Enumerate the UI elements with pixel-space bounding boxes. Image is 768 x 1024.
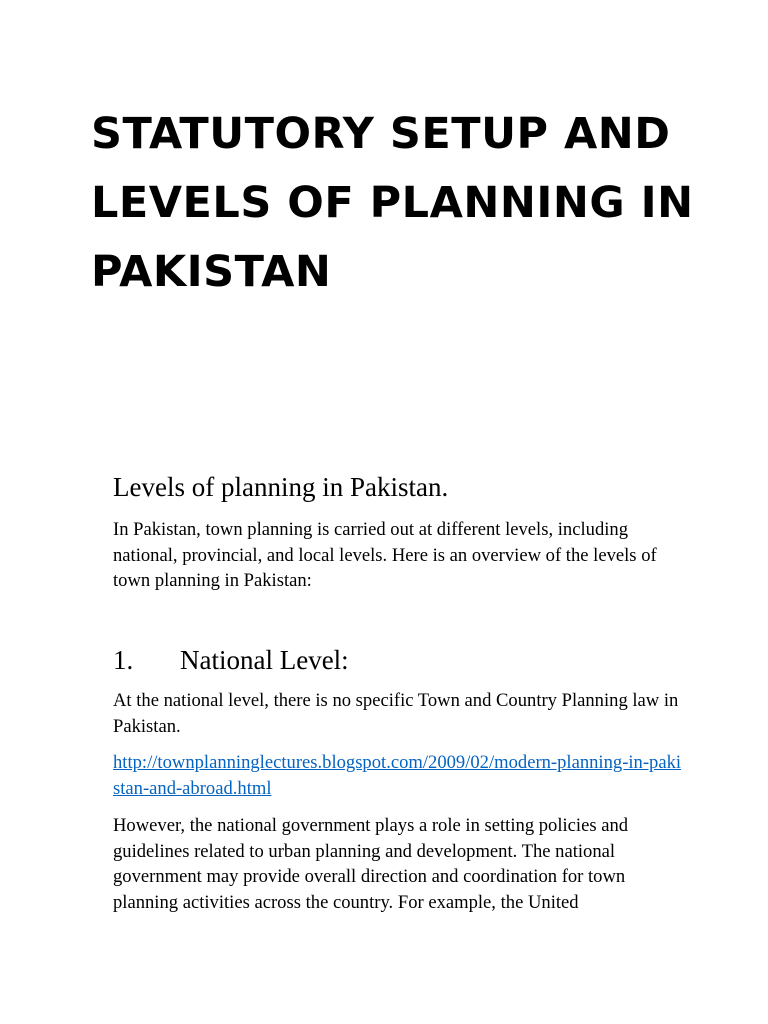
intro-paragraph: In Pakistan, town planning is carried out at different levels, including national, provincial, and local levels. Here is an overview of the levels of town planning in Pakistan:	[113, 519, 657, 591]
national-level-paragraph: At the national level, there is no specific Town and Country Planning law in Pakistan.	[113, 690, 679, 737]
national-government-paragraph: However, the national government plays a role in setting policies and guidelines related to urban planning and development. The national government may provide overall direction and coordination for town planning activities across the country. For example, the United	[113, 815, 629, 913]
document-title: STATUTORY SETUP AND LEVELS OF PLANNING IN PAKISTAN	[91, 109, 694, 297]
national-level-heading	[113, 643, 349, 677]
section-heading: Levels of planning in Pakistan.	[113, 472, 449, 502]
heading-number: 1.	[113, 645, 134, 675]
heading-text: National Level:	[180, 645, 349, 675]
reference-link[interactable]: http://townplanninglectures.blogspot.com/2009/02/modern-planning-in-pakistan-and-abroad.html	[113, 752, 682, 799]
